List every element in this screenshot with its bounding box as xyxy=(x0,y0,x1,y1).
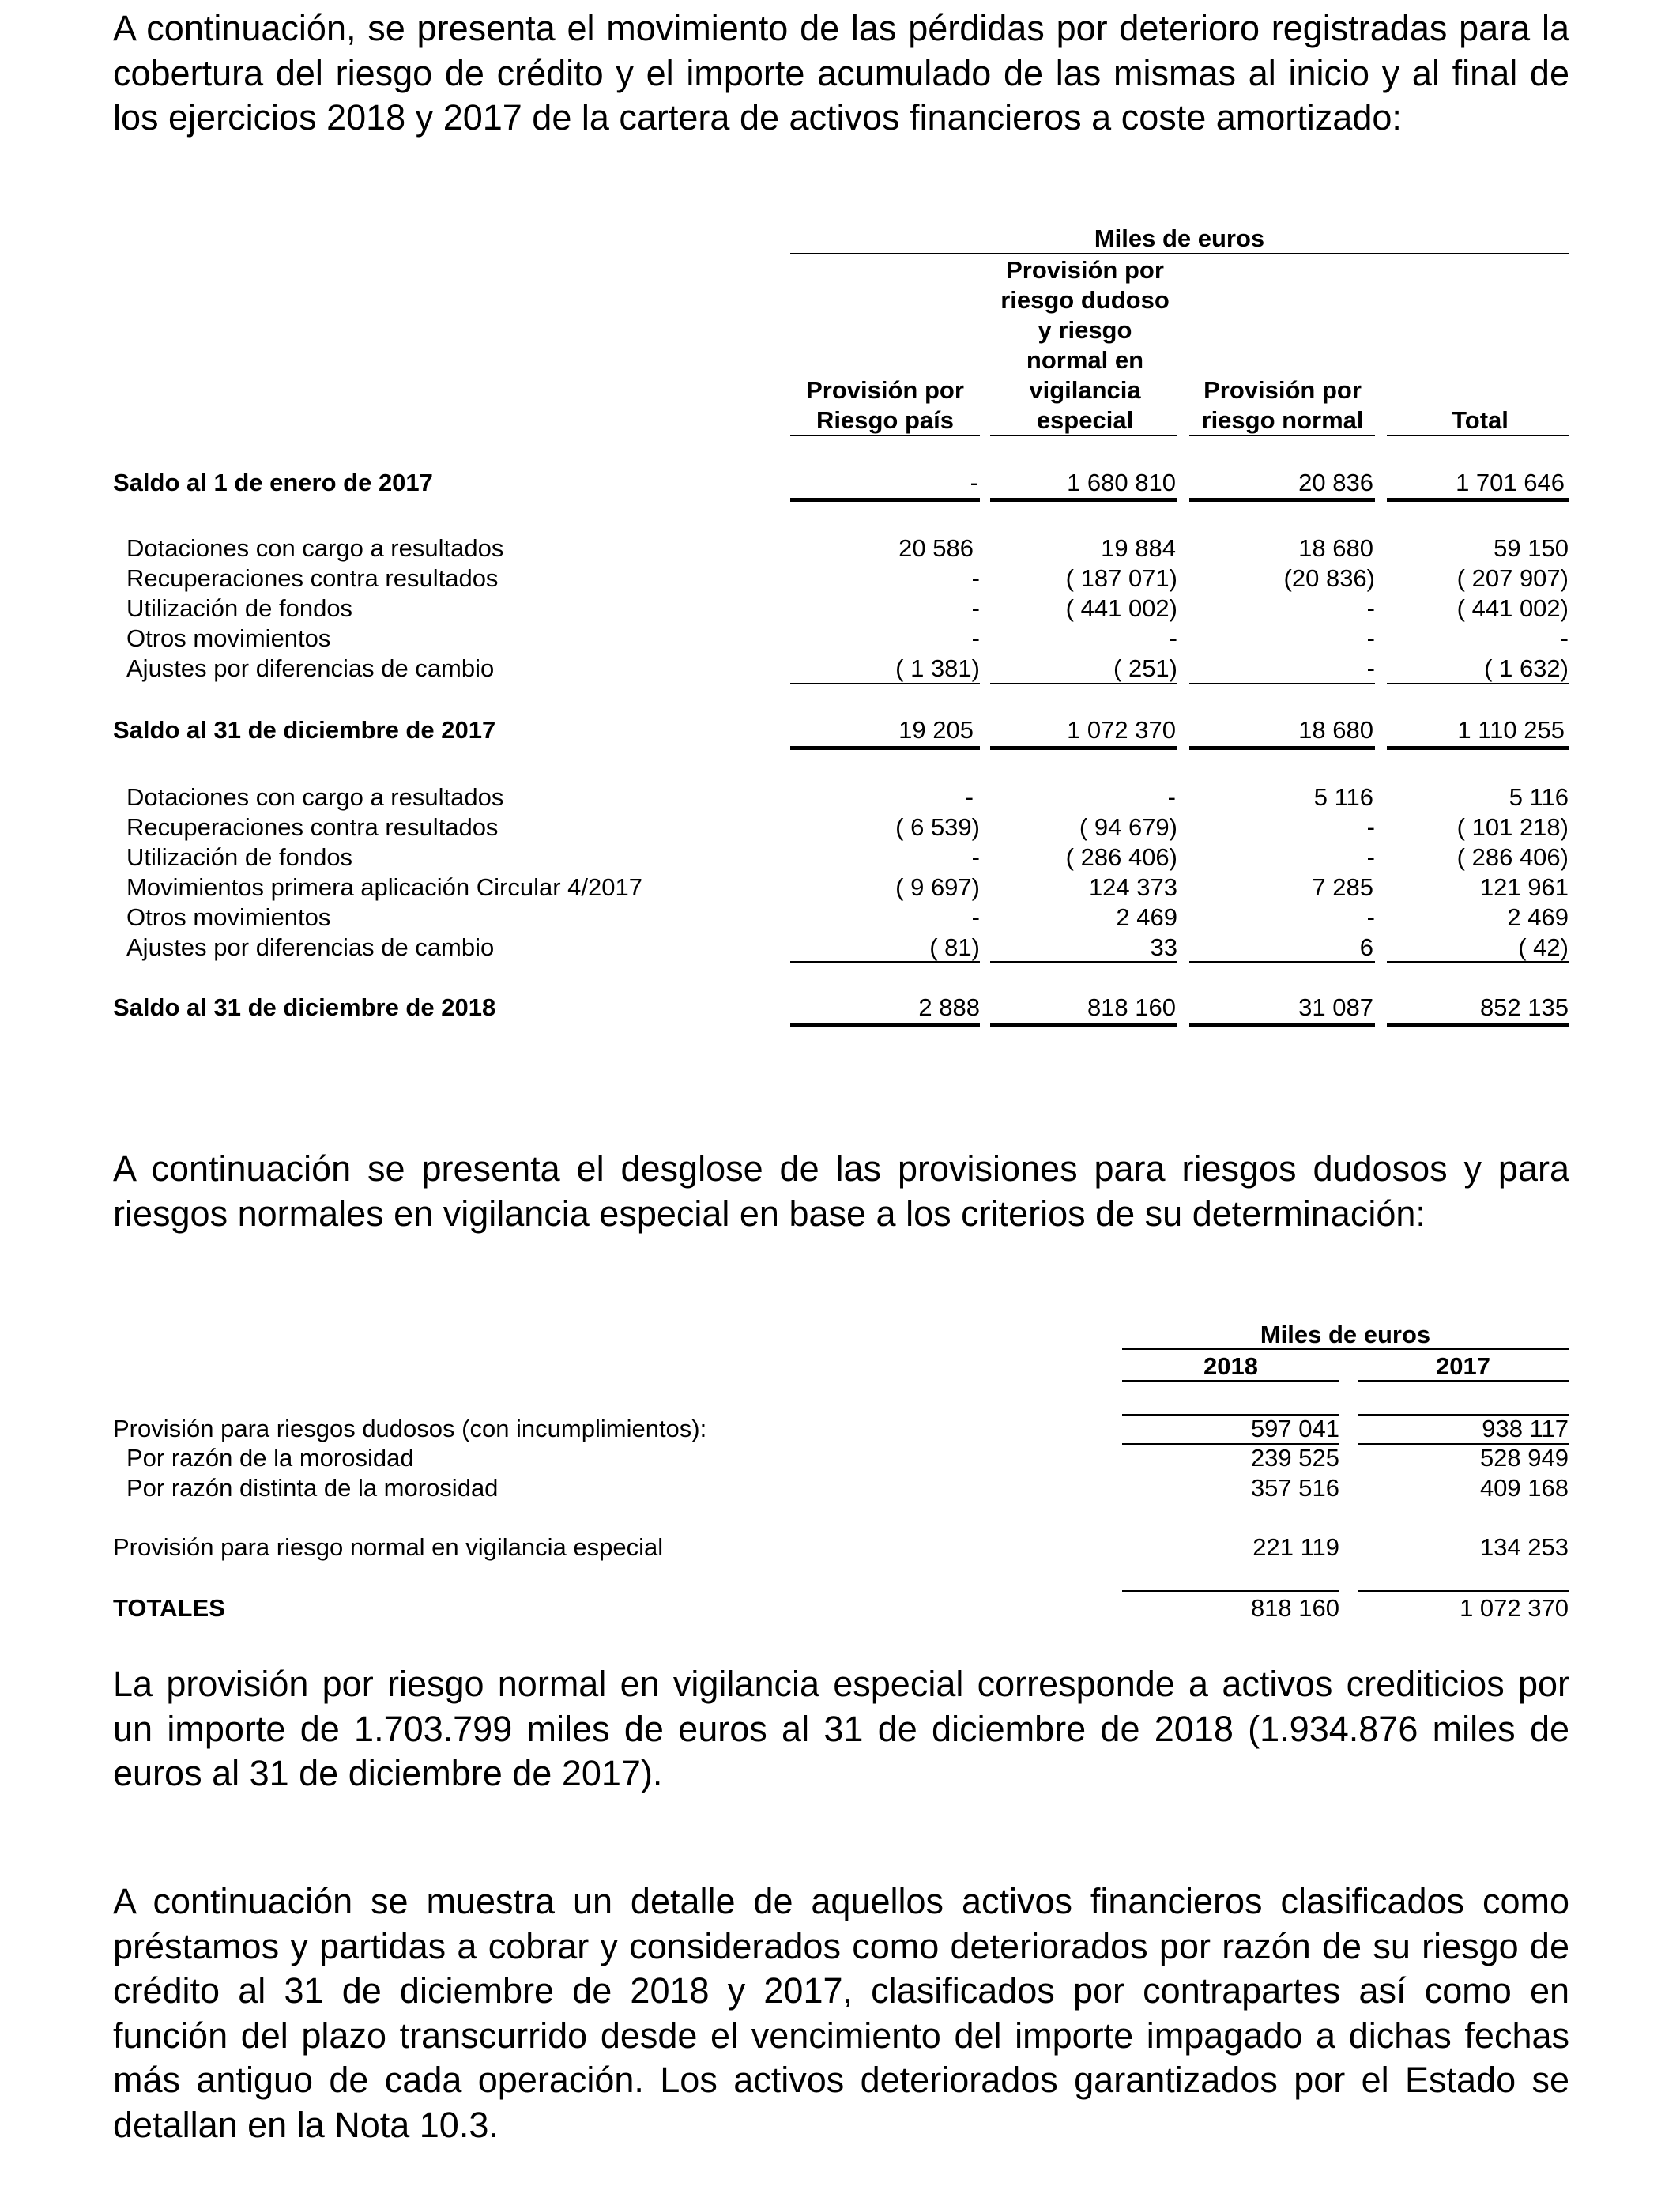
table2-col-header-2017: 2017 xyxy=(1436,1352,1490,1380)
table1-cell: ( 9 697) xyxy=(895,873,980,901)
table1-cell: 18 680 xyxy=(1298,534,1373,562)
table2-cell: 239 525 xyxy=(1250,1444,1339,1472)
table1-cell: - xyxy=(971,564,980,592)
table1-cell: - xyxy=(1366,843,1375,871)
table1-cell: 124 373 xyxy=(1088,873,1177,901)
table1-cell: - xyxy=(1366,594,1375,622)
table2-row-label: Provisión para riesgo normal en vigilancia especial xyxy=(113,1533,664,1561)
table1-row-label: Recuperaciones contra resultados xyxy=(126,564,499,592)
table1-row-label: Otros movimientos xyxy=(126,624,331,652)
note-paragraph-4: A continuación se muestra un detalle de aquellos activos financieros clasificados como préstamos y partidas a cobrar y considerados como deteriorados por razón de su riesgo de crédito al 31 de diciembre de 2018 y 2017, clasificados por contrapartes así como en función del plazo transcurrido desde el vencimiento del importe impagado a dichas fechas más antiguo de cada operación. Los activos deteriorados garantizados por el Estado se detallan en la Nota 10.3. xyxy=(113,1881,1569,2145)
table1-cell: ( 1 381) xyxy=(895,654,980,682)
table1-cell: 1 110 255 xyxy=(1457,716,1565,744)
intro-paragraph-2: A continuación se presenta el desglose de las provisiones para riesgos dudosos y para riesgos normales en vigilancia especial en base a los criterios de su determinación: xyxy=(113,1148,1569,1234)
table1-col-header-3: Total xyxy=(1452,406,1509,434)
table1-double-rule xyxy=(990,746,1177,750)
table1-cell: ( 286 406) xyxy=(1456,843,1569,871)
table1-cell: 5 116 xyxy=(1313,783,1373,811)
table1-double-rule xyxy=(1387,1023,1569,1027)
table1-cell: 33 xyxy=(1150,933,1177,961)
table1-cell: 6 xyxy=(1359,933,1373,961)
table1-cell: 59 150 xyxy=(1494,534,1569,562)
table2-cell: 409 168 xyxy=(1479,1474,1569,1502)
table1-subtotal-rule xyxy=(1387,683,1569,684)
table1-cell: 1 072 370 xyxy=(1067,716,1176,744)
table1-double-rule xyxy=(990,498,1177,502)
table1-row-label: Dotaciones con cargo a resultados xyxy=(126,534,504,562)
table1-cell: ( 441 002) xyxy=(1065,594,1177,622)
table1-cell: ( 207 907) xyxy=(1456,564,1569,592)
table2-total-rule xyxy=(1358,1590,1569,1592)
table1-cell: - xyxy=(1366,813,1375,841)
table1-double-rule xyxy=(1387,498,1569,502)
table1-cell: 2 469 xyxy=(1116,903,1177,931)
table1-cell: ( 42) xyxy=(1518,933,1569,961)
table1-row-label: Recuperaciones contra resultados xyxy=(126,813,499,841)
table1-cell: - xyxy=(971,594,980,622)
table1-cell: 7 285 xyxy=(1312,873,1373,901)
table1-row-label: Ajustes por diferencias de cambio xyxy=(126,654,495,682)
table2-col-header-2018: 2018 xyxy=(1203,1352,1258,1380)
table1-col-rule-3 xyxy=(1387,435,1569,436)
table1-cell: 852 135 xyxy=(1479,993,1569,1021)
table1-cell: ( 251) xyxy=(1113,654,1177,682)
table1-subtotal-rule xyxy=(990,683,1177,684)
table1-cell: ( 81) xyxy=(929,933,980,961)
table1-subtotal-rule xyxy=(1189,683,1375,684)
table1-col-rule-0 xyxy=(790,435,980,436)
table1-header-rule xyxy=(790,253,1569,254)
table1-cell: ( 187 071) xyxy=(1065,564,1177,592)
table1-cell: ( 94 679) xyxy=(1079,813,1177,841)
table1-cell: 2 469 xyxy=(1507,903,1569,931)
table1-cell: - xyxy=(971,843,980,871)
table2-col-rule xyxy=(1122,1380,1339,1382)
table1-cell: ( 101 218) xyxy=(1456,813,1569,841)
table1-cell: (20 836) xyxy=(1283,564,1375,592)
table1-cell: 20 836 xyxy=(1298,469,1373,496)
table2-cell: 357 516 xyxy=(1250,1474,1339,1502)
table2-col-rule xyxy=(1358,1380,1569,1382)
table1-cell: - xyxy=(970,469,978,496)
table1-row-label: Movimientos primera aplicación Circular 4/2017 xyxy=(126,873,642,901)
table1-cell: - xyxy=(1366,654,1375,682)
table2-cell: 818 160 xyxy=(1250,1594,1339,1622)
table1-double-rule xyxy=(1387,746,1569,750)
table1-subtotal-rule xyxy=(790,961,980,963)
table1-cell: 18 680 xyxy=(1298,716,1373,744)
table1-col-rule-1 xyxy=(990,435,1177,436)
table1-row-label: Ajustes por diferencias de cambio xyxy=(126,933,495,961)
table1-col-header-1: Provisión por riesgo dudoso y riesgo normal en vigilancia especial xyxy=(1000,256,1170,434)
table1-row-label: Saldo al 1 de enero de 2017 xyxy=(113,469,433,496)
table1-row-label: Saldo al 31 de diciembre de 2018 xyxy=(113,993,496,1021)
table1-cell: - xyxy=(1167,783,1176,811)
table2-row-label: Provisión para riesgos dudosos (con incumplimientos): xyxy=(113,1415,707,1442)
table1-cell: - xyxy=(965,783,974,811)
table1-double-rule xyxy=(990,1023,1177,1027)
table1-cell: ( 6 539) xyxy=(895,813,980,841)
table1-col-header-2: Provisión por riesgo normal xyxy=(1201,376,1364,434)
table2-cell: 597 041 xyxy=(1250,1415,1339,1442)
table1-col-rule-2 xyxy=(1189,435,1375,436)
table1-cell: 121 961 xyxy=(1479,873,1569,901)
table1-unit-header: Miles de euros xyxy=(1094,224,1265,252)
table1-subtotal-rule xyxy=(1387,961,1569,963)
table2-cell: 528 949 xyxy=(1479,1444,1569,1472)
table2-total-rule xyxy=(1122,1590,1339,1592)
table2-unit-header: Miles de euros xyxy=(1260,1321,1431,1348)
table1-double-rule xyxy=(790,498,980,502)
table2-cell: 221 119 xyxy=(1252,1533,1339,1561)
table1-cell: - xyxy=(971,624,980,652)
note-paragraph-3: La provisión por riesgo normal en vigilancia especial corresponde a activos crediticios por un importe de 1.703.799 miles de euros al 31 de diciembre de 2018 (1.934.876 miles de euros al 31 de diciembre de 2017). xyxy=(113,1664,1569,1793)
table1-cell: - xyxy=(1560,624,1569,652)
table1-col-header-0: Provisión por Riesgo país xyxy=(806,376,964,434)
table1-cell: 5 116 xyxy=(1509,783,1569,811)
table1-double-rule xyxy=(1189,498,1375,502)
table1-subtotal-rule xyxy=(990,961,1177,963)
table1-cell: - xyxy=(1366,903,1375,931)
table1-cell: 2 888 xyxy=(918,993,980,1021)
table1-double-rule xyxy=(790,746,980,750)
table1-cell: - xyxy=(971,903,980,931)
table1-cell: 19 884 xyxy=(1101,534,1176,562)
table1-cell: ( 441 002) xyxy=(1456,594,1569,622)
table1-row-label: Utilización de fondos xyxy=(126,594,353,622)
table2-cell: 938 117 xyxy=(1482,1415,1569,1442)
table1-row-label: Saldo al 31 de diciembre de 2017 xyxy=(113,716,496,744)
table1-cell: ( 286 406) xyxy=(1065,843,1177,871)
table1-cell: 31 087 xyxy=(1298,993,1373,1021)
table1-double-rule xyxy=(1189,1023,1375,1027)
table1-cell: - xyxy=(1169,624,1177,652)
table1-cell: 1 680 810 xyxy=(1067,469,1176,496)
table1-cell: - xyxy=(1366,624,1375,652)
table2-row-label: TOTALES xyxy=(113,1594,225,1622)
table1-cell: 19 205 xyxy=(898,716,974,744)
table2-cell: 134 253 xyxy=(1479,1533,1569,1561)
table1-cell: 1 701 646 xyxy=(1456,469,1565,496)
table1-subtotal-rule xyxy=(790,683,980,684)
table1-cell: ( 1 632) xyxy=(1484,654,1569,682)
table1-row-label: Otros movimientos xyxy=(126,903,331,931)
table1-cell: 818 160 xyxy=(1087,993,1176,1021)
table2-cell: 1 072 370 xyxy=(1460,1594,1569,1622)
table2-row-label: Por razón distinta de la morosidad xyxy=(126,1474,499,1502)
table1-double-rule xyxy=(1189,746,1375,750)
table2-row-label: Por razón de la morosidad xyxy=(126,1444,414,1472)
table1-double-rule xyxy=(790,1023,980,1027)
table1-row-label: Utilización de fondos xyxy=(126,843,353,871)
table1-row-label: Dotaciones con cargo a resultados xyxy=(126,783,504,811)
table2-header-rule xyxy=(1122,1348,1569,1350)
intro-paragraph-1: A continuación, se presenta el movimiento de las pérdidas por deterioro registradas para la cobertura del riesgo de crédito y el importe acumulado de las mismas al inicio y al final de los ejercicios 2018 y 2017 de la cartera de activos financieros a coste amortizado: xyxy=(113,8,1569,138)
table1-cell: 20 586 xyxy=(898,534,974,562)
table1-subtotal-rule xyxy=(1189,961,1375,963)
